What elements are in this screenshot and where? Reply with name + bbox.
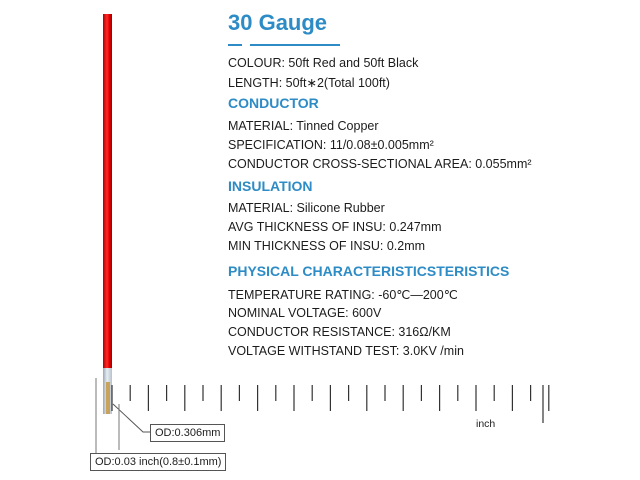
insulation-material: MATERIAL: Silicone Rubber (228, 201, 385, 215)
ruler-unit-label: inch (476, 418, 496, 430)
insulation-avg-thickness: AVG THICKNESS OF INSU: 0.247mm (228, 220, 442, 234)
voltage-withstand: VOLTAGE WITHSTAND TEST: 3.0KV /min (228, 344, 464, 358)
page-title: 30 Gauge (228, 10, 328, 35)
conductor-area: CONDUCTOR CROSS-SECTIONAL AREA: 0.055mm² (228, 157, 532, 171)
length-line: LENGTH: 50ft∗2(Total 100ft) (228, 76, 390, 90)
temperature-rating: TEMPERATURE RATING: -60℃—200℃ (228, 288, 458, 302)
conductor-resistance: CONDUCTOR RESISTANCE: 316Ω/KM (228, 325, 451, 339)
colour-line: COLOUR: 50ft Red and 50ft Black (228, 56, 419, 70)
insulation-min-thickness: MIN THICKNESS OF INSU: 0.2mm (228, 239, 426, 253)
insulation-heading: INSULATION (228, 178, 313, 194)
conductor-specification: SPECIFICATION: 11/0.08±0.005mm² (228, 138, 434, 152)
od-inch-callout: OD:0.03 inch(0.8±0.1mm) (90, 453, 226, 471)
physical-heading: PHYSICAL CHARACTERISTICSTERISTICS (228, 263, 510, 279)
conductor-heading: CONDUCTOR (228, 95, 319, 111)
conductor-material: MATERIAL: Tinned Copper (228, 119, 379, 133)
od-callout: OD:0.306mm (150, 424, 225, 442)
nominal-voltage: NOMINAL VOLTAGE: 600V (228, 306, 382, 320)
